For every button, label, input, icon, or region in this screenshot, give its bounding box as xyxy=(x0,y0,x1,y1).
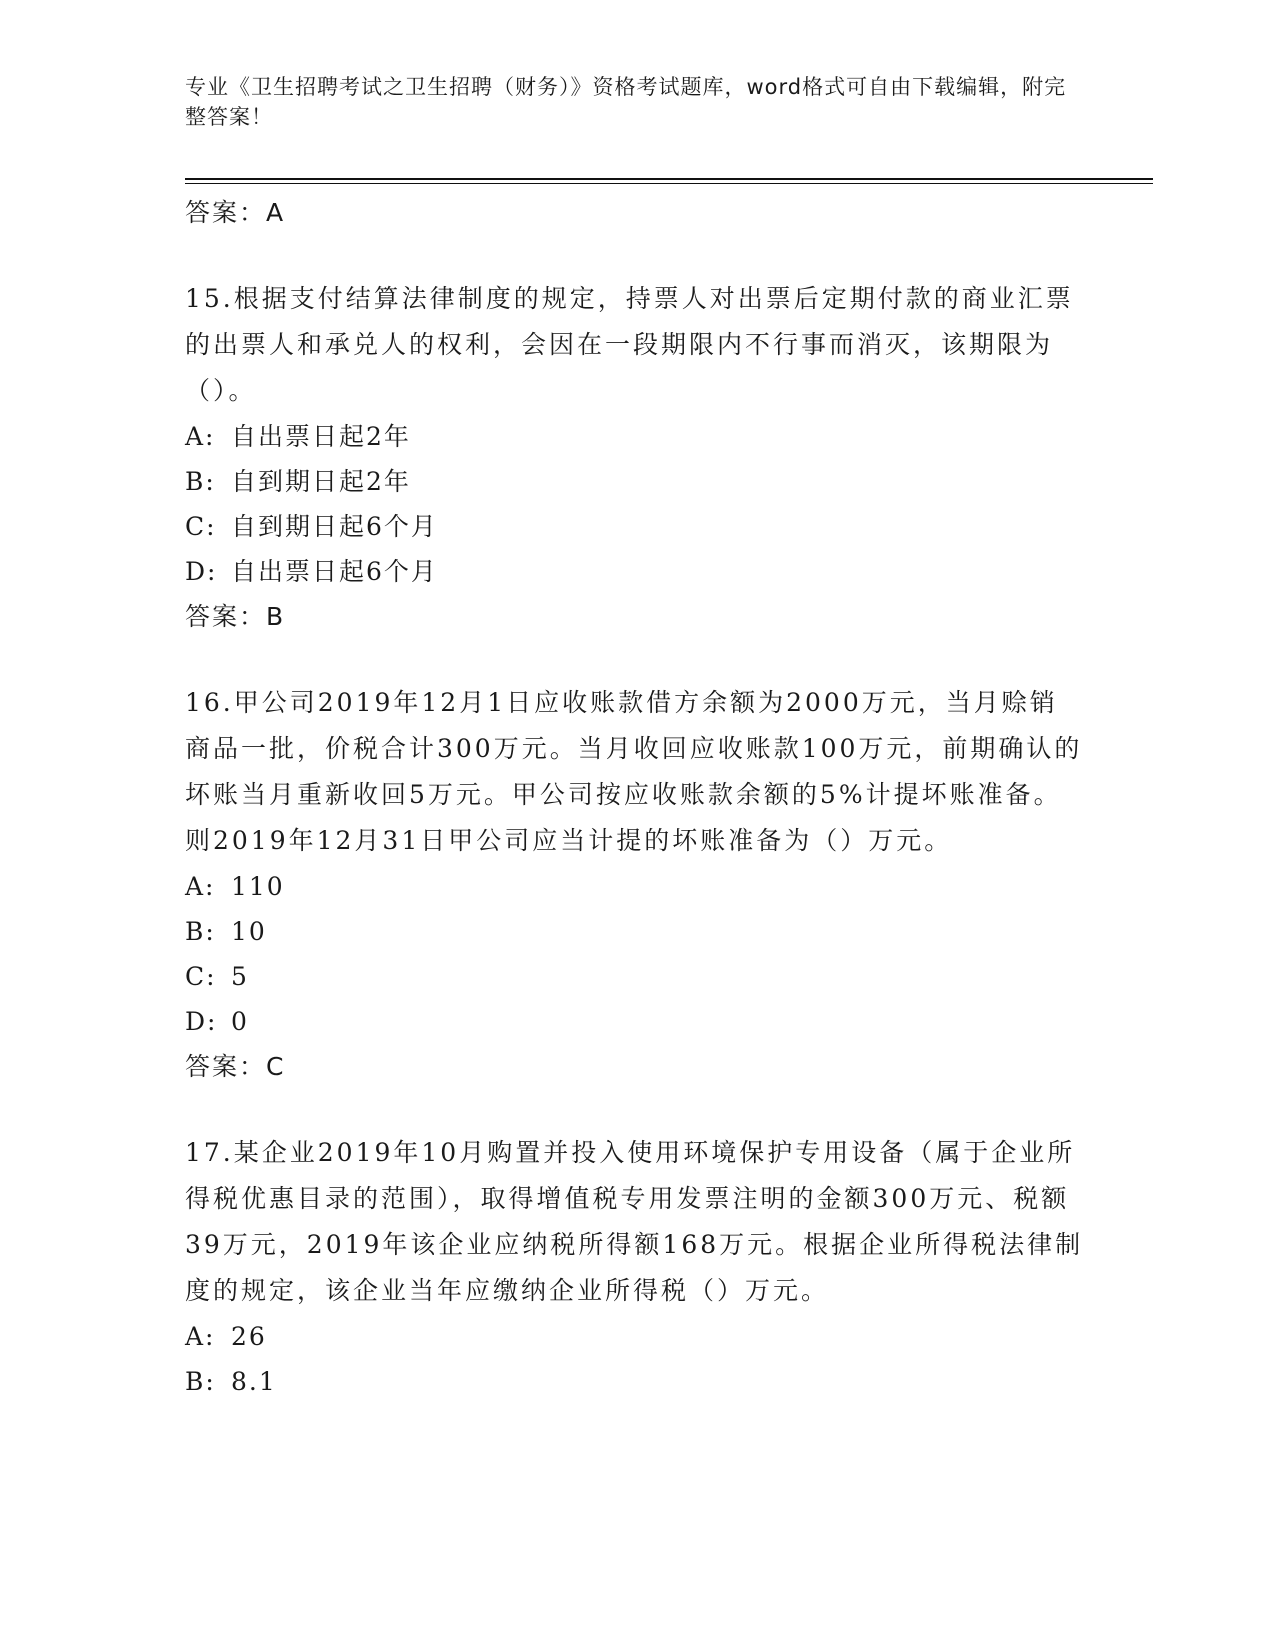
option-letter: C: xyxy=(185,962,217,991)
question-list xyxy=(185,190,1085,1404)
answer-line: 答案：B xyxy=(185,602,286,631)
option-text: 5 xyxy=(231,962,249,991)
option-c xyxy=(185,504,1085,549)
option-c xyxy=(185,954,1085,999)
header-divider-thin xyxy=(185,183,1153,184)
option-letter: B: xyxy=(185,467,216,496)
option-text: 10 xyxy=(231,917,267,946)
option-letter: B: xyxy=(185,1367,216,1396)
option-a xyxy=(185,864,1085,909)
option-letter: D: xyxy=(185,1007,218,1036)
question-stem: 17.某企业2019年10月购置并投入使用环境保护专用设备（属于企业所得税优惠目录的范围），取得增值税专用发票注明的金额300万元、税额39万元，2019年该企业应纳税所得额168万元。根据企业所得税法律制度的规定，该企业当年应缴纳企业所得税（）万元。 xyxy=(185,1138,1084,1305)
document-header xyxy=(185,72,1085,132)
option-letter: D: xyxy=(185,557,218,586)
option-letter: A: xyxy=(185,422,216,451)
option-text: 110 xyxy=(231,872,285,901)
option-d xyxy=(185,999,1085,1044)
option-letter: A: xyxy=(185,1322,216,1351)
option-letter: B: xyxy=(185,917,216,946)
option-b xyxy=(185,459,1085,504)
option-letter: A: xyxy=(185,872,216,901)
option-b xyxy=(185,1359,1085,1404)
answer-line: 答案：A xyxy=(185,198,286,227)
option-letter: C: xyxy=(185,512,217,541)
question-item xyxy=(185,1130,1085,1404)
header-divider-thick xyxy=(185,178,1153,180)
option-text: 26 xyxy=(231,1322,267,1351)
question-stem: 15.根据支付结算法律制度的规定，持票人对出票后定期付款的商业汇票的出票人和承兑人的权利，会因在一段期限内不行事而消灭，该期限为（）。 xyxy=(185,284,1074,405)
option-text: 自到期日起6个月 xyxy=(231,512,438,541)
option-a xyxy=(185,414,1085,459)
option-text: 8.1 xyxy=(231,1367,277,1396)
question-item xyxy=(185,680,1085,1090)
answer-line: 答案：C xyxy=(185,1052,286,1081)
header-text: 专业《卫生招聘考试之卫生招聘（财务）》资格考试题库，word格式可自由下载编辑，附完整答案！ xyxy=(185,75,1067,129)
option-d xyxy=(185,549,1085,594)
question-stem: 16.甲公司2019年12月1日应收账款借方余额为2000万元，当月赊销商品一批，价税合计300万元。当月收回应收账款100万元，前期确认的坏账当月重新收回5万元。甲公司按应收账款余额的5%计提坏账准备。则2019年12月31日甲公司应当计提的坏账准备为（）万元。 xyxy=(185,688,1083,855)
option-a xyxy=(185,1314,1085,1359)
option-text: 自出票日起2年 xyxy=(231,422,411,451)
option-text: 自到期日起2年 xyxy=(231,467,411,496)
option-text: 自出票日起6个月 xyxy=(231,557,438,586)
question-item xyxy=(185,276,1085,640)
option-b xyxy=(185,909,1085,954)
option-text: 0 xyxy=(231,1007,249,1036)
